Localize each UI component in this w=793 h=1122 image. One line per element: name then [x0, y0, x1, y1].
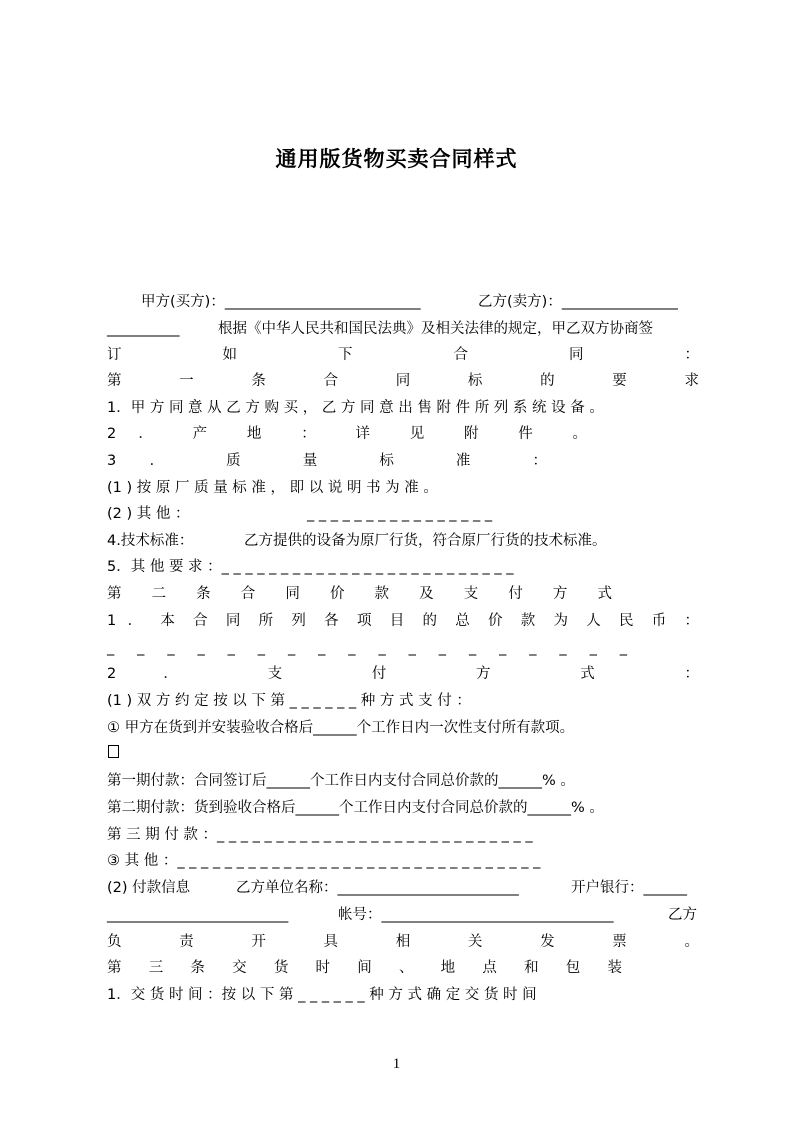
payment-info-label: (2) 付款信息 — [107, 880, 191, 896]
party-b-seller-field-continued: __________ — [107, 321, 180, 337]
quality-standard-item-1: (1 ) 按 原 厂 质 量 标 准 ， 即 以 说 明 书 为 准 。 — [107, 480, 438, 496]
preamble-text: 根据《中华人民共和国民法典》及相关法律的规定，甲乙双方协商签 — [218, 321, 653, 337]
page-number: 1 — [392, 1056, 401, 1072]
bank-field-continued: _________________________ — [107, 907, 289, 923]
article-1-clause-2: 2 ． 产 地 ： 详 见 附 件 。 — [107, 426, 587, 442]
total-price-blank: _ _ _ _ _ _ _ _ _ _ _ _ _ _ _ _ _ _ — [107, 640, 627, 656]
quality-standard-item-2-blank: _ _ _ _ _ _ _ _ _ _ _ _ _ _ _ _ — [307, 506, 493, 522]
technical-standard-text: 乙方提供的设备为原厂行货，符合原厂行货的技术标准。 — [244, 533, 607, 549]
third-installment: 第 三 期 付 款 ：_ _ _ _ _ _ _ _ _ _ _ _ _ _ _ _ _ _ _ _ _ _ _ _ _ _ _ — [107, 827, 533, 843]
party-a-buyer-field: 甲方(买方)：___________________________ — [141, 294, 421, 310]
bank-field: 开户银行：______ — [571, 880, 687, 896]
article-1-heading: 第 一 条 合 同 标 的 要 求 — [107, 373, 699, 389]
account-number-field: 帐号：________________________________ — [338, 907, 614, 923]
article-1-clause-3: 3 ． 质 量 标 准 ： — [107, 453, 547, 469]
article-2-clause-2: 2 ． 支 付 方 式 ： — [107, 666, 699, 682]
second-installment: 第二期付款：货到验收合格后______个工作日内支付合同总价款的______% 。 — [107, 800, 604, 816]
invoice-clause: 负 责 开 具 相 关 发 票 。 — [107, 934, 699, 950]
article-1-clause-5: 5．其 他 要 求 ：_ _ _ _ _ _ _ _ _ _ _ _ _ _ _ _ _ _ _ _ _ _ _ _ _ — [107, 559, 514, 575]
preamble-text-end: 订 如 下 合 同 ： — [107, 347, 699, 363]
article-2-heading: 第 二 条 合 同 价 款 及 支 付 方 式 — [107, 586, 612, 602]
payment-method-other: ③ 其 他 ：_ _ _ _ _ _ _ _ _ _ _ _ _ _ _ _ _ _ _ _ _ _ _ _ _ _ _ _ _ _ _ — [107, 853, 541, 869]
article-3-heading: 第 三 条 交 货 时 间 、 地 点 和 包 装 — [107, 960, 622, 976]
quality-standard-item-2: (2 ) 其 他 ： — [107, 506, 190, 522]
invoice-clause-start: 乙方 — [668, 907, 697, 923]
payment-method-option-1: (1 ) 双 方 约 定 按 以 下 第 _ _ _ _ _ _ 种 方 式 支 付 ： — [107, 693, 471, 709]
article-1-clause-1: 1．甲 方 同 意 从 乙 方 购 买 ， 乙 方 同 意 出 售 附 件 所 列 系 统 设 备 。 — [107, 400, 604, 416]
article-3-clause-1: 1．交 货 时 间 ：按 以 下 第 _ _ _ _ _ _ 种 方 式 确 定 交 货 时 间 — [107, 987, 537, 1003]
article-2-clause-1: 1 ． 本 合 同 所 列 各 项 目 的 总 价 款 为 人 民 币 ： — [107, 613, 699, 629]
placeholder-box-icon — [108, 745, 119, 758]
party-b-seller-field: 乙方(卖方)：________________ — [478, 294, 678, 310]
first-installment: 第一期付款：合同签订后______个工作日内支付合同总价款的______% 。 — [107, 773, 575, 789]
payment-method-a: ① 甲方在货到并安装验收合格后______个工作日内一次性支付所有款项。 — [107, 720, 575, 736]
seller-company-name-field: 乙方单位名称：_________________________ — [236, 880, 519, 896]
article-1-clause-4: 4.技术标准： — [107, 533, 194, 549]
document-title: 通用版货物买卖合同样式 — [275, 147, 518, 171]
